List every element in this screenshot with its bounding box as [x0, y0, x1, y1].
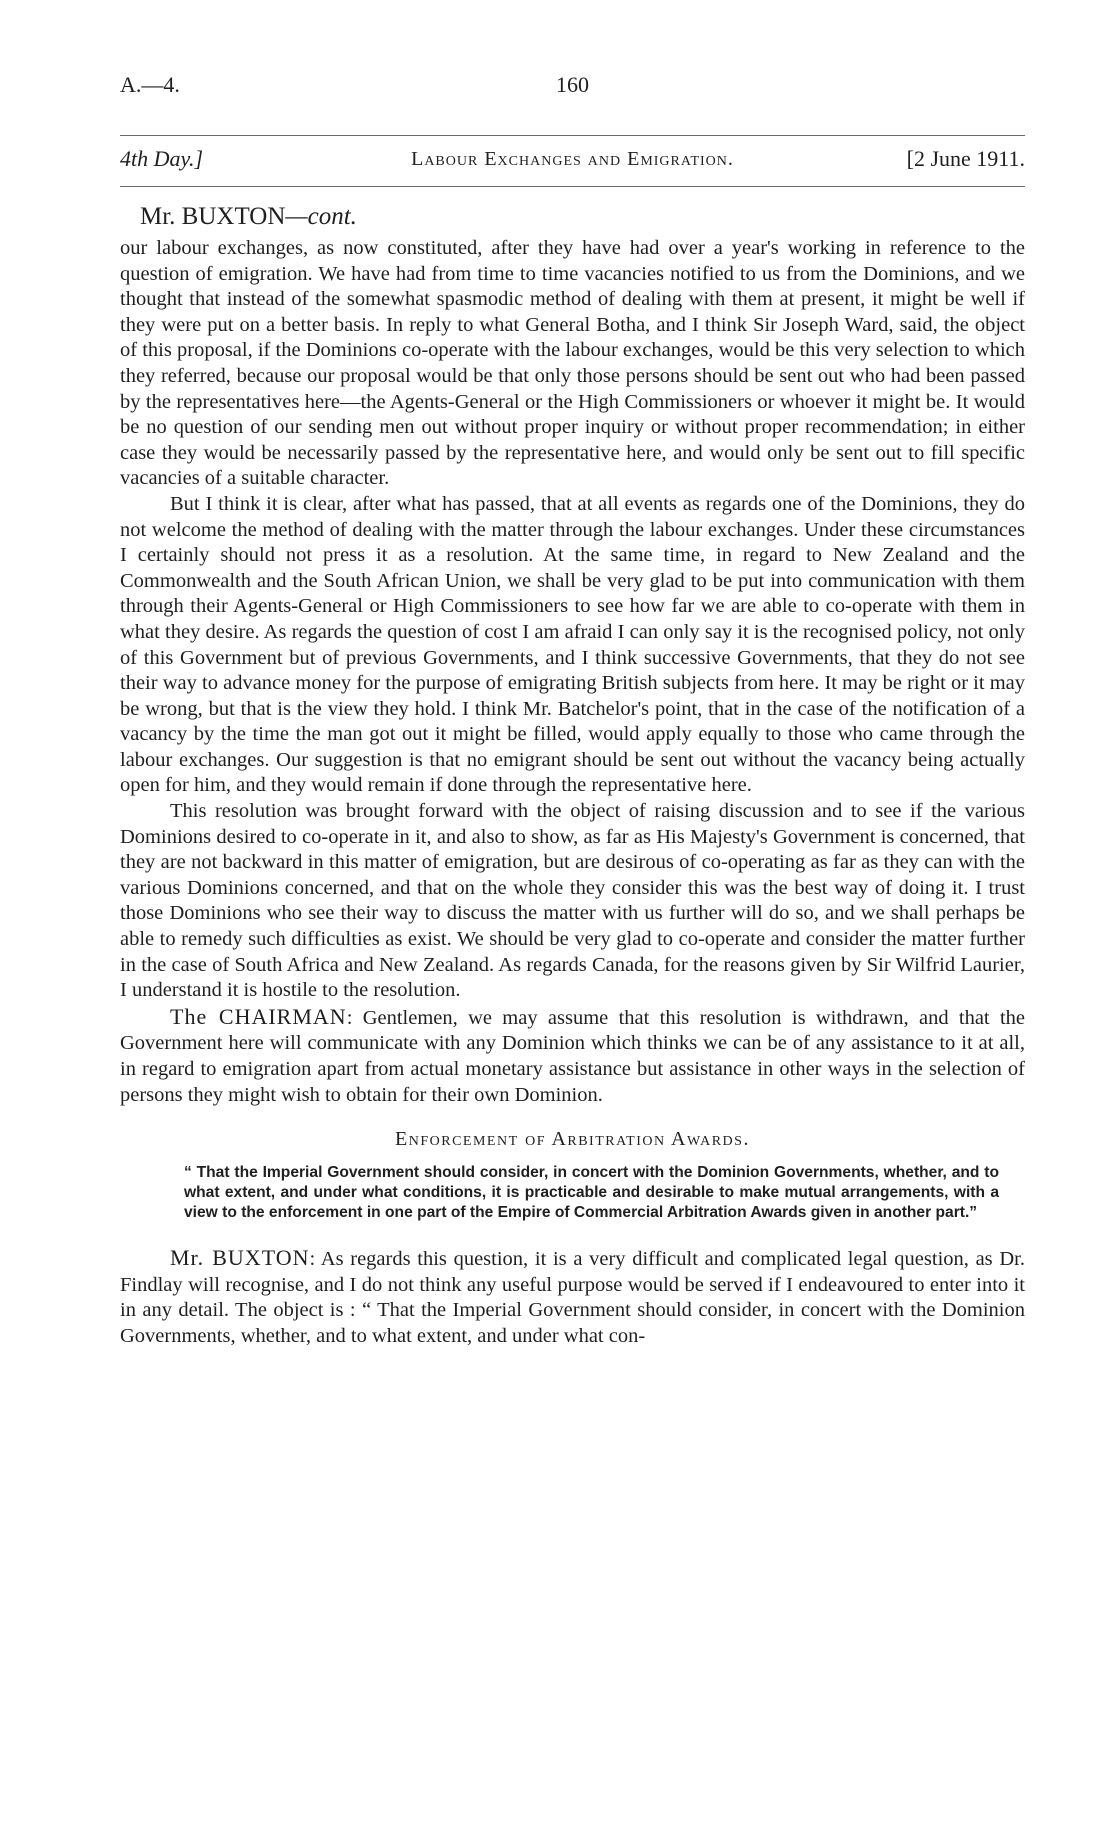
running-head — [120, 146, 1025, 178]
document-reference: A.—4. — [120, 72, 180, 97]
page-header — [120, 72, 1025, 108]
running-title: Labour Exchanges and Emigration. — [411, 148, 734, 170]
document-body — [120, 202, 1025, 1350]
sitting-date: [2 June 1911. — [906, 146, 1025, 171]
speaker-name: Mr. BUXTON — [170, 1245, 310, 1271]
paragraph: This resolution was brought forward with the object of raising discussion and to see if the various Dominions desired to co-operate in it, and also to show, as far as His Majesty's Government is concerned, that they are not backward in this matter of emigration, but are desirous of co-operating as far as they can with the various Dominions concerned, and that on the whole they consider this was the best way of doing it. I trust those Dominions who see their way to discuss the matter with us further will do so, and we shall perhaps be able to remedy such difficulties as exist. We should be very glad to co-operate and consider the matter further in the case of South Africa and New Zealand. As regards Canada, for the reasons given by Sir Wilfrid Laurier, I understand it is hostile to the resolution. — [120, 800, 1025, 1002]
header-rule-top — [120, 135, 1025, 136]
sitting-day: 4th Day.] — [120, 146, 204, 171]
paragraph: But I think it is clear, after what has passed, that at all events as regards one of the Dominions, they do not welcome the method of dealing with the matter through the labour exchanges. Under these circumstances I certainly should not press it as a resolution. At the same time, in regard to New Zealand and the Commonwealth and the South African Union, we shall be very glad to be put into communication with them through their Agents-General or High Commissioners to see how far we are able to co-operate with them in what they desire. As regards the question of cost I am afraid I can only say it is the recognised policy, not only of this Government but of previous Governments, and I think successive Governments, that they do not see their way to advance money for the purpose of emigrating British subjects from here. It may be right or it may be wrong, but that is the view they hold. I think Mr. Batchelor's point, that in the case of the notification of a vacancy by the time the man got out it might be filled, would apply equally to those who came through the labour exchanges. Our suggestion is that no emigrant should be sent out without the vacancy being actually open for him, and they would remain if done through the representative here. — [120, 492, 1025, 797]
paragraph: our labour exchanges, as now constituted, after they have had over a year's working in reference to the question of emigration. We have had from time to time vacancies notified to us from the Dominions, and we thought that instead of the somewhat spasmodic method of dealing with them at present, it might be well if they were put on a better basis. In reply to what General Botha, and I think Sir Joseph Ward, said, the object of this proposal, if the Dominions co-operate with the labour exchanges, would be this very selection to which they referred, because our proposal would be that only those persons should be sent out who had been passed by the representatives here—the Agents-General or the High Commissioners or whoever it might be. It would be no question of our sending men out without proper inquiry or without proper recommendation; in either case they would be necessarily passed by the representative here, and would only be sent out to fill specific vacancies of a suitable character. — [120, 237, 1025, 490]
buxton-statement: : As regards this question, it is a very difficult and complicated legal question, as Dr. Findlay will recognise, and I do not think any useful purpose would be served if I endeavoured to enter into it in any detail. The object is : “ That the Imperial Government should consider, in concert with the Dominion Governments, whether, and to what extent, and under what con- — [120, 1248, 1025, 1347]
section-heading: Enforcement of Arbitration Awards. — [395, 1128, 750, 1151]
buxton-paragraph — [120, 1245, 1025, 1349]
continuation-heading — [140, 202, 1025, 232]
page-number: 160 — [556, 72, 589, 97]
chairman-paragraph — [120, 1004, 1025, 1108]
resolution-quote: “ That the Imperial Government should consider, in concert with the Dominion Governments, whether, and to what extent, and under what conditions, it is practicable and desirable to make mutual arrangements, with a view to the enforcement in one part of the Empire of Commercial Arbitration Awards given in another part.” — [184, 1164, 999, 1222]
header-rule-bottom — [120, 186, 1025, 187]
continued-note: —cont. — [285, 203, 357, 230]
continued-speaker: Mr. BUXTON — [140, 203, 286, 230]
chairman-statement: : Gentlemen, we may assume that this resolution is withdrawn, and that the Government here will communicate with any Dominion which thinks we can be of any assistance to it at all, in regard to emigration apart from actual monetary assistance but assistance in other ways in the selection of persons they might wish to obtain for their own Dominion. — [120, 1006, 1025, 1106]
speaker-name: The CHAIRMAN — [170, 1003, 347, 1029]
